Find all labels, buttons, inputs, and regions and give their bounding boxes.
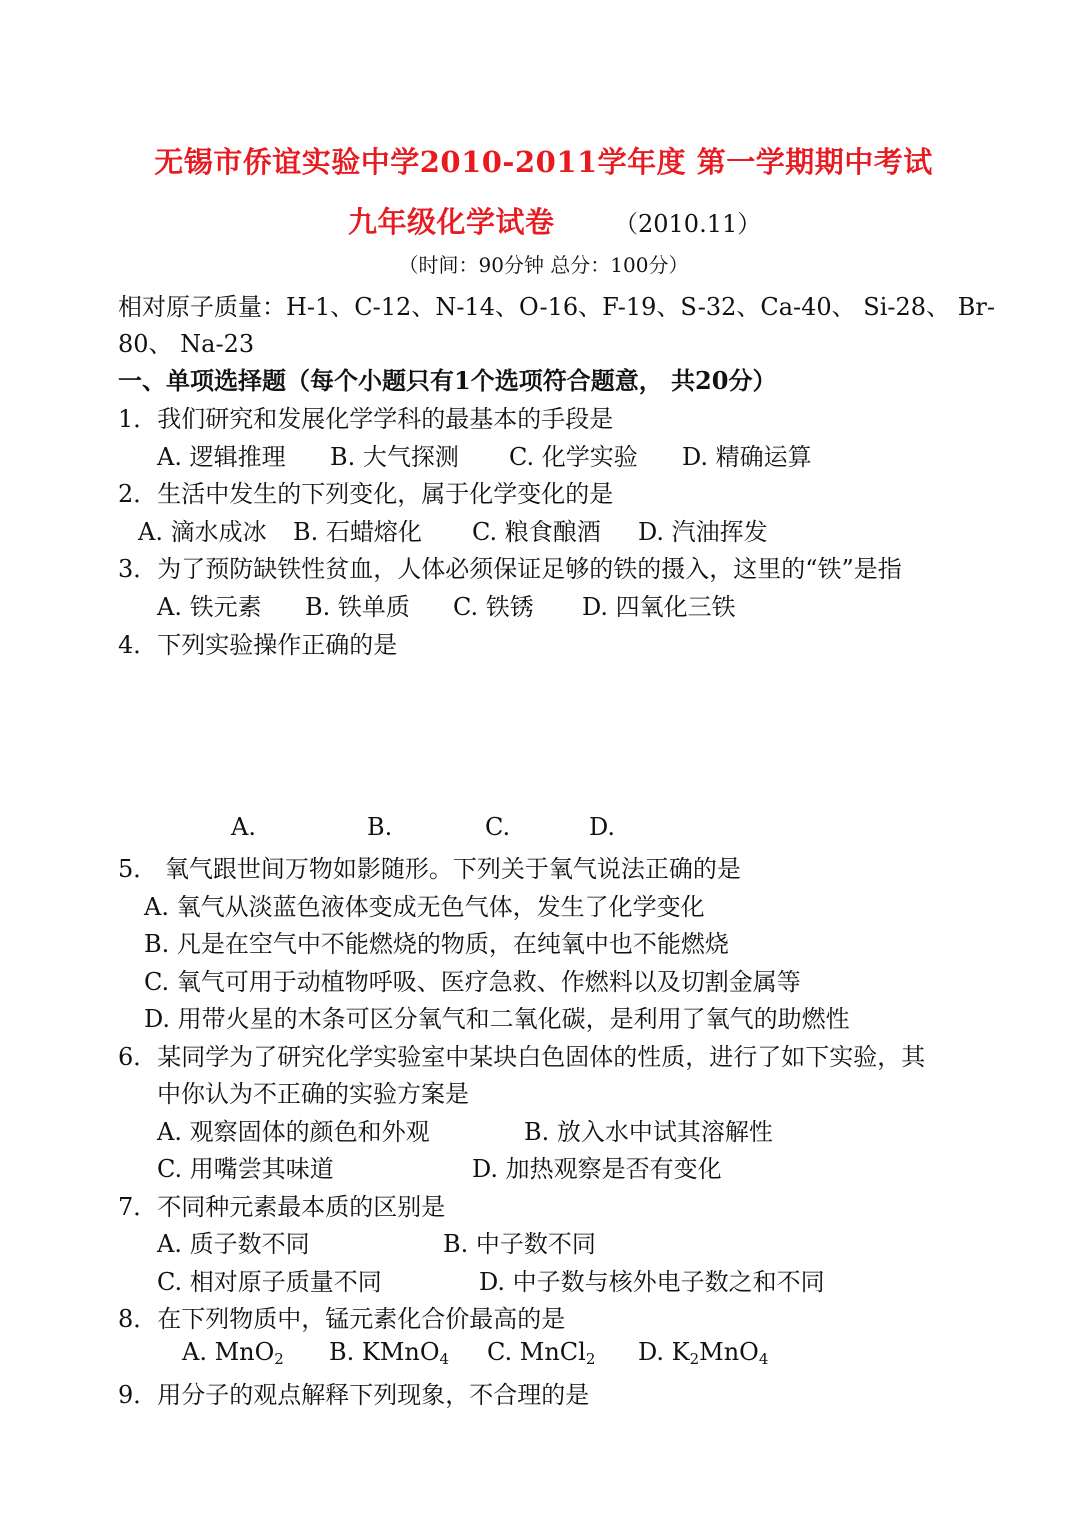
q1-option-c: C. 化学实验 xyxy=(509,443,638,471)
q8-a-formula: A. MnO xyxy=(182,1338,275,1366)
question-3-stem: 3．为了预防缺铁性贫血，人体必须保证足够的铁的摄入，这里的“铁”是指 xyxy=(118,555,902,583)
q4-option-c: C. xyxy=(485,813,511,841)
q4-option-a: A. xyxy=(231,813,256,841)
q8-option-b xyxy=(329,1338,449,1368)
exam-time-info: （时间：90分钟 总分：100分） xyxy=(398,253,689,277)
question-7-stem: 7．不同种元素最本质的区别是 xyxy=(118,1193,446,1221)
q5-option-b: B. 凡是在空气中不能燃烧的物质，在纯氧中也不能燃烧 xyxy=(144,930,729,958)
q2-option-b: B. 石蜡熔化 xyxy=(293,518,422,546)
q2-option-d: D. 汽油挥发 xyxy=(638,518,768,546)
atomic-masses-line1: 相对原子质量：H-1、C-12、N-14、O-16、F-19、S-32、Ca-40、 Si-28、 Br- xyxy=(118,293,995,321)
q1-option-b: B. 大气探测 xyxy=(330,443,459,471)
question-5-stem: 5． 氧气跟世间万物如影随形。下列关于氧气说法正确的是 xyxy=(118,855,741,883)
q8-d-subscript-2: 4 xyxy=(758,1350,769,1368)
section-heading: 一、单项选择题（每个小题只有1个选项符合题意， 共20分） xyxy=(118,366,777,395)
q4-option-d: D. xyxy=(589,813,616,841)
exam-date: （2010.11） xyxy=(614,210,762,238)
q7-option-a: A. 质子数不同 xyxy=(157,1230,310,1258)
exam-title-line1: 无锡市侨谊实验中学2010-2011学年度 第一学期期中考试 xyxy=(154,145,933,179)
q6-option-c: C. 用嘴尝其味道 xyxy=(157,1155,334,1183)
q3-option-c: C. 铁锈 xyxy=(453,593,534,621)
q4-option-b: B. xyxy=(367,813,393,841)
question-6-stem-line1: 6．某同学为了研究化学实验室中某块白色固体的性质，进行了如下实验，其 xyxy=(118,1043,926,1071)
q5-option-a: A. 氧气从淡蓝色液体变成无色气体，发生了化学变化 xyxy=(144,893,705,921)
q2-option-a: A. 滴水成冰 xyxy=(138,518,267,546)
question-1-stem: 1．我们研究和发展化学学科的最基本的手段是 xyxy=(118,405,614,433)
question-2-stem: 2．生活中发生的下列变化，属于化学变化的是 xyxy=(118,480,614,508)
q5-option-d: D. 用带火星的木条可区分氧气和二氧化碳，是利用了氧气的助燃性 xyxy=(144,1005,850,1033)
q6-option-b: B. 放入水中试其溶解性 xyxy=(524,1118,773,1146)
q8-c-formula: C. MnCl xyxy=(487,1338,586,1366)
q8-d-formula-k: D. K xyxy=(638,1338,690,1366)
q8-a-subscript: 2 xyxy=(274,1350,284,1368)
atomic-masses-line2: 80、 Na-23 xyxy=(118,330,255,358)
q8-b-formula: B. KMnO xyxy=(329,1338,440,1366)
q8-option-d xyxy=(638,1338,768,1368)
q7-option-b: B. 中子数不同 xyxy=(443,1230,596,1258)
q8-option-c xyxy=(487,1338,595,1368)
q1-option-a: A. 逻辑推理 xyxy=(157,443,286,471)
q1-option-d: D. 精确运算 xyxy=(682,443,812,471)
q7-option-d: D. 中子数与核外电子数之和不同 xyxy=(479,1268,825,1296)
q2-option-c: C. 粮食酿酒 xyxy=(472,518,601,546)
q6-option-a: A. 观察固体的颜色和外观 xyxy=(157,1118,430,1146)
q5-option-c: C. 氧气可用于动植物呼吸、医疗急救、作燃料以及切割金属等 xyxy=(144,968,801,996)
question-4-stem: 4．下列实验操作正确的是 xyxy=(118,631,398,659)
q3-option-b: B. 铁单质 xyxy=(305,593,410,621)
q3-option-a: A. 铁元素 xyxy=(157,593,262,621)
q7-option-c: C. 相对原子质量不同 xyxy=(157,1268,382,1296)
question-9-stem: 9．用分子的观点解释下列现象，不合理的是 xyxy=(118,1381,590,1409)
question-6-stem-line2: 中你认为不正确的实验方案是 xyxy=(157,1080,469,1108)
question-8-stem: 8．在下列物质中，锰元素化合价最高的是 xyxy=(118,1305,566,1333)
q8-c-subscript: 2 xyxy=(585,1350,596,1368)
exam-title-line2: 九年级化学试卷 xyxy=(348,205,555,239)
q6-option-d: D. 加热观察是否有变化 xyxy=(472,1155,722,1183)
q3-option-d: D. 四氧化三铁 xyxy=(582,593,736,621)
q8-d-formula-mno: MnO xyxy=(699,1338,759,1366)
q8-option-a xyxy=(182,1338,284,1368)
q8-d-subscript-1: 2 xyxy=(689,1350,700,1368)
q8-b-subscript: 4 xyxy=(439,1350,450,1368)
